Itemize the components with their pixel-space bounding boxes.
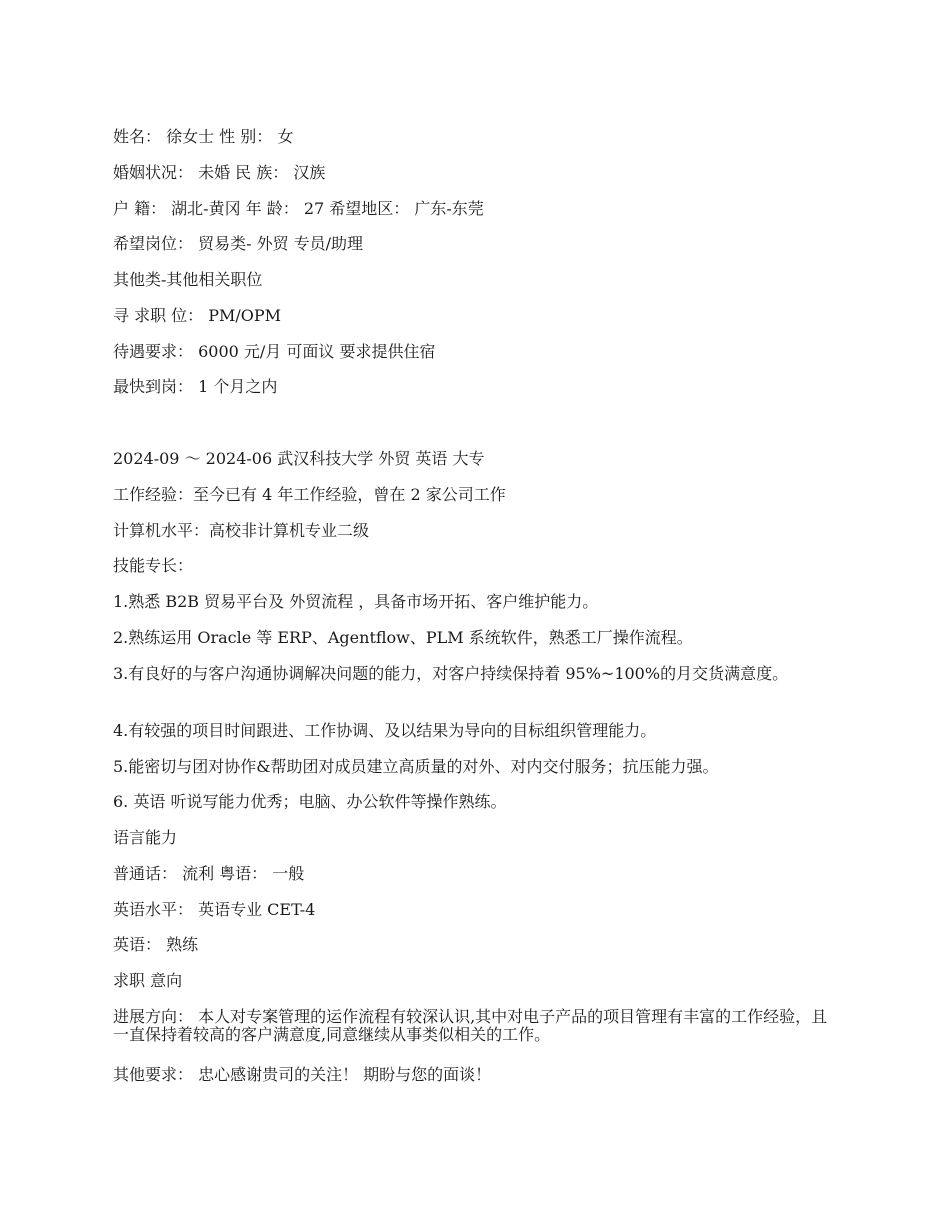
language-heading: 语言能力 xyxy=(113,828,178,847)
seeking-position-line: 寻 求职 位： PM/OPM xyxy=(113,306,282,325)
skill-item: 1.熟悉 B2B 贸易平台及 外贸流程 ，具备市场开拓、客户维护能力。 xyxy=(113,592,599,611)
desired-position-other-line: 其他类-其他相关职位 xyxy=(113,270,263,289)
mandarin-cantonese-line: 普通话： 流利 粤语： 一般 xyxy=(113,864,305,883)
name-gender-line: 姓名： 徐女士 性 别： 女 xyxy=(113,127,294,146)
english-level-line: 英语水平： 英语专业 CET-4 xyxy=(113,900,316,919)
household-age-region-line: 户 籍： 湖北-黄冈 年 龄： 27 希望地区： 广东-东莞 xyxy=(113,199,484,218)
skill-item: 3.有良好的与客户沟通协调解决问题的能力，对客户持续保持着 95%~100%的月交货满意度。 xyxy=(113,664,789,683)
direction-paragraph: 进展方向： 本人对专案管理的运作流程有较深认识,其中对电子产品的项目管理有丰富的工作经验，且一直保持着较高的客户满意度,同意继续从事类似相关的工作。 xyxy=(113,1007,828,1044)
marital-ethnicity-line: 婚姻状况： 未婚 民 族： 汉族 xyxy=(113,163,326,182)
salary-line: 待遇要求： 6000 元/月 可面议 要求提供住宿 xyxy=(113,342,436,361)
english-line: 英语： 熟练 xyxy=(113,935,199,954)
skills-heading: 技能专长： xyxy=(113,556,194,575)
job-intention-heading: 求职 意向 xyxy=(113,971,183,990)
education-line: 2024-09 ～ 2024-06 武汉科技大学 外贸 英语 大专 xyxy=(113,449,485,468)
other-requirements-line: 其他要求： 忠心感谢贵司的关注！ 期盼与您的面谈！ xyxy=(113,1065,492,1084)
skill-item: 2.熟练运用 Oracle 等 ERP、Agentflow、PLM 系统软件，熟悉工厂操作流程。 xyxy=(113,628,693,647)
desired-position-line: 希望岗位： 贸易类- 外贸 专员/助理 xyxy=(113,234,364,253)
skill-item: 5.能密切与团对协作&帮助团对成员建立高质量的对外、对内交付服务；抗压能力强。 xyxy=(113,757,719,776)
computer-level-line: 计算机水平：高校非计算机专业二级 xyxy=(113,521,370,540)
skill-item: 4.有较强的项目时间跟进、工作协调、及以结果为导向的目标组织管理能力。 xyxy=(113,721,657,740)
work-experience-line: 工作经验：至今已有 4 年工作经验，曾在 2 家公司工作 xyxy=(113,485,506,504)
skill-item: 6. 英语 听说写能力优秀；电脑、办公软件等操作熟练。 xyxy=(113,792,507,811)
start-time-line: 最快到岗： 1 个月之内 xyxy=(113,377,278,396)
